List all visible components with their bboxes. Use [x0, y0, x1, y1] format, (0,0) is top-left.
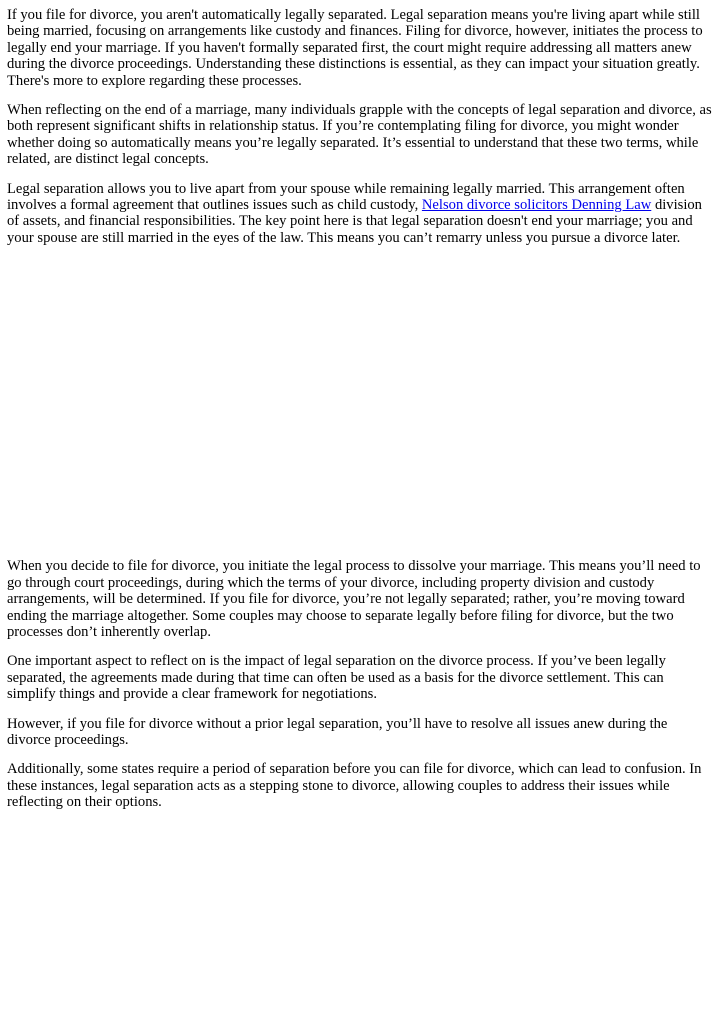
solicitors-link[interactable]: Nelson divorce solicitors Denning Law	[421, 197, 652, 214]
paragraph-file-for-divorce: When you decide to file for divorce, you initiate the legal process to dissolve your marriage. This means you’ll need to go through court proceedings, during which the terms of your divorce, including property division and custody arrangements, will be determined. If you file for divorce, you’re not legally separated; rather, you’re moving toward ending the marriage altogether. Some couples may choose to separate legally before filing for divorce, but the two processes don’t inherently overlap.	[7, 558, 701, 640]
paragraph-impact: One important aspect to reflect on is the impact of legal separation on the divorce process. If you’ve been legally separated, the agreements made during that time can often be used as a basis for the divorce settlement. This can simplify things and provide a clear framework for negotiations.	[7, 653, 666, 703]
paragraph-intro: If you file for divorce, you aren't automatically legally separated. Legal separation means you're living apart while still being married, focusing on arrangements like custody and finances. Filing for divorce, however, initiates the process to legally end your marriage. If you haven't formally separated first, the court might require addressing all matters anew during the divorce proceedings. Understanding these distinctions is essential, as they can impact your situation greatly. There's more to explore regarding these processes.	[7, 7, 703, 89]
paragraph-reflecting: When reflecting on the end of a marriage, many individuals grapple with the concepts of legal separation and divorce, as both represent significant shifts in relationship status. If you’re contemplating filing for divorce, you might wonder whether doing so automatically means you’re legally separated. It’s essential to understand that these two terms, while related, are distinct legal concepts.	[7, 102, 712, 168]
article-body	[7, 7, 713, 824]
paragraph-text: Legal separation allows you to live apart from your spouse while remaining legally married. This arrangement often involves a formal agreement that outlines issues such as child custody,	[7, 180, 685, 214]
paragraph-legal-separation	[7, 181, 713, 247]
paragraph-text: division of assets, and financial responsibilities. The key point here is that legal separation doesn't end your marriage; you and your spouse are still married in the eyes of the law. This means you can’t remarry unless you pursue a divorce later.	[7, 197, 702, 246]
blank-media-area	[7, 259, 713, 558]
paragraph-states-requirement: Additionally, some states require a period of separation before you can file for divorce, which can lead to confusion. In these instances, legal separation acts as a stepping stone to divorce, allowing couples to address their issues while reflecting on their options.	[7, 761, 702, 811]
paragraph-without-separation: However, if you file for divorce without a prior legal separation, you’ll have to resolve all issues anew during the divorce proceedings.	[7, 715, 668, 748]
